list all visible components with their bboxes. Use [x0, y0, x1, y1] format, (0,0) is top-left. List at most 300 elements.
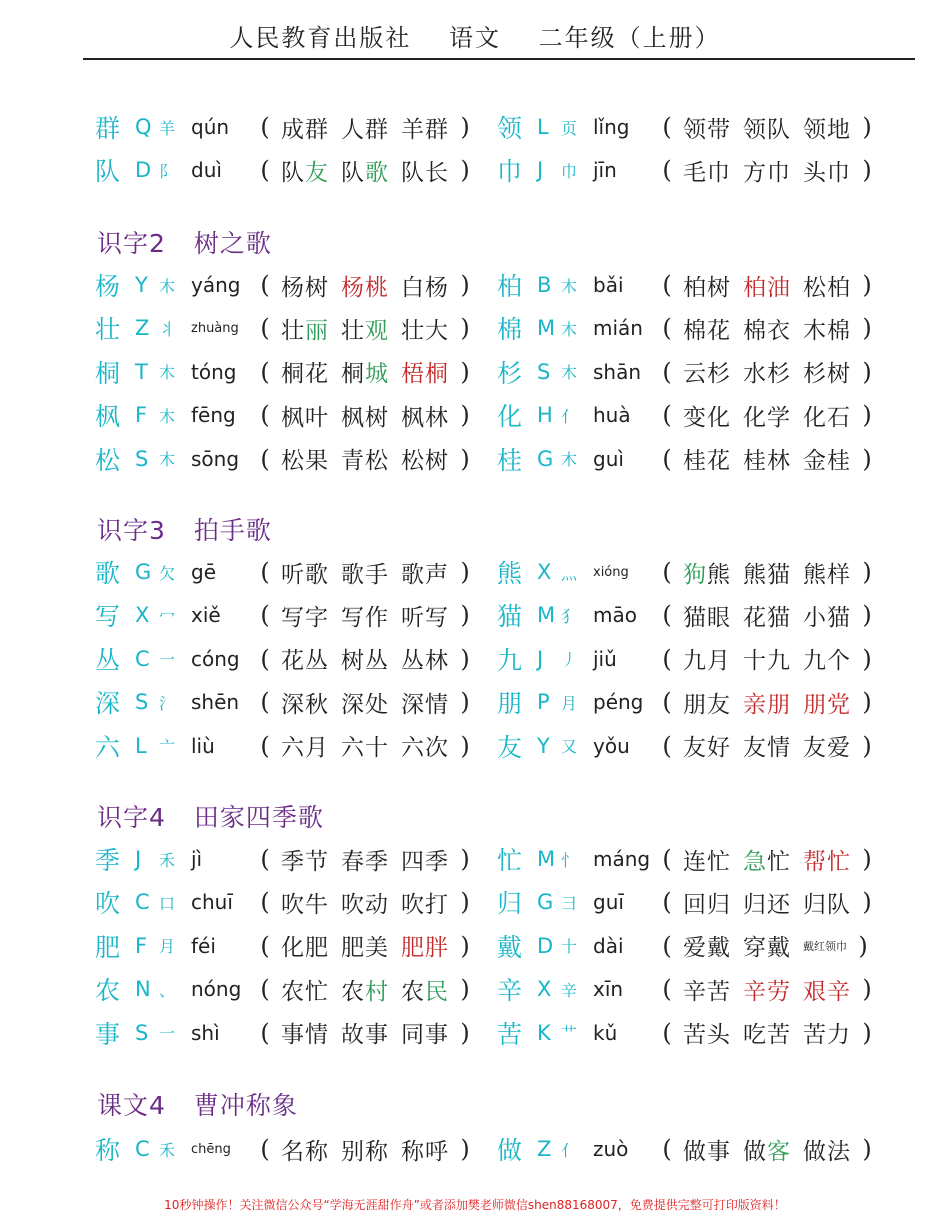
word-part: 四季	[401, 848, 449, 875]
word-part: 吹打	[401, 891, 449, 918]
close-paren: )	[862, 1018, 872, 1047]
close-paren: )	[460, 931, 470, 960]
word-part: 歌声	[401, 561, 449, 588]
open-paren: (	[260, 314, 270, 343]
word	[401, 312, 449, 345]
vocab-row	[0, 307, 950, 349]
word-part: 歌手	[341, 561, 389, 588]
word	[803, 111, 851, 144]
pinyin: shān	[593, 359, 642, 384]
word-part: 穿戴	[743, 935, 791, 962]
word	[743, 556, 791, 589]
word-part: 松树	[401, 448, 449, 475]
pinyin: cóng	[191, 646, 240, 671]
close-paren: )	[460, 1018, 470, 1047]
index-letter: D	[135, 158, 152, 182]
word	[281, 642, 329, 675]
pinyin: jiǔ	[593, 646, 617, 671]
word	[341, 556, 389, 589]
word-part: 化肥	[281, 935, 329, 962]
word	[281, 929, 329, 962]
word-part: 化石	[803, 404, 851, 431]
char-entry-left	[95, 551, 475, 593]
index-letter: S	[537, 359, 551, 384]
index-letter: H	[537, 403, 553, 428]
index-letter: L	[135, 733, 147, 758]
pinyin: chēng	[191, 1141, 231, 1157]
char-entry-right	[497, 106, 877, 148]
word	[281, 973, 329, 1006]
word-part: 方巾	[743, 159, 791, 186]
word-part: 杨树	[281, 274, 329, 301]
open-paren: (	[662, 601, 672, 630]
char-entry-left	[95, 351, 475, 393]
index-letter: T	[135, 359, 148, 384]
word	[401, 973, 449, 1006]
word-part: 毛巾	[683, 159, 731, 186]
word	[803, 312, 851, 345]
word-part: 领地	[803, 116, 851, 143]
word	[683, 154, 731, 187]
vocab-row	[0, 725, 950, 767]
radical: 氵	[159, 693, 176, 713]
character: 桐	[95, 358, 121, 388]
section-heading	[97, 1086, 298, 1122]
word	[803, 973, 851, 1006]
word	[401, 729, 449, 762]
vocab-row	[0, 925, 950, 967]
open-paren: (	[260, 644, 270, 673]
character: 戴	[497, 932, 523, 962]
close-paren: )	[460, 601, 470, 630]
char-entry-left	[95, 438, 475, 480]
word-part: 青松	[341, 448, 389, 475]
pinyin: guì	[593, 446, 624, 471]
radical: 欠	[159, 563, 176, 583]
index-letter: B	[537, 273, 552, 297]
char-entry-right	[497, 1012, 877, 1054]
word-part: 春季	[341, 848, 389, 875]
section-title: 拍手歌	[193, 516, 272, 545]
close-paren: )	[460, 314, 470, 343]
open-paren: (	[662, 1018, 672, 1047]
char-entry-left	[95, 394, 475, 436]
word	[281, 442, 329, 475]
open-paren: (	[260, 357, 270, 386]
word-part: 做事	[683, 1138, 731, 1165]
word	[281, 399, 329, 432]
pinyin: guī	[593, 890, 624, 915]
radical: 木	[561, 276, 578, 296]
word-part: 写作	[341, 604, 389, 631]
word	[341, 686, 389, 719]
word-part: 花丛	[281, 648, 329, 675]
char-entry-right	[497, 551, 877, 593]
char-entry-left	[95, 968, 475, 1010]
section-title: 树之歌	[193, 229, 272, 258]
char-entry-left	[95, 594, 475, 636]
word-part: 桂花	[683, 448, 731, 475]
vocab-row	[0, 551, 950, 593]
word-part: 农	[341, 978, 365, 1005]
close-paren: )	[858, 931, 868, 960]
word	[683, 312, 731, 345]
word-part: 柏树	[683, 274, 731, 301]
grade-label: 二年级（上册）	[538, 24, 721, 52]
radical: 禾	[159, 850, 176, 870]
word-part: 丛林	[401, 648, 449, 675]
char-entry-right	[497, 925, 873, 967]
open-paren: (	[662, 644, 672, 673]
word-part: 深处	[341, 691, 389, 718]
word-part: 做	[743, 1138, 767, 1165]
close-paren: )	[862, 845, 872, 873]
char-entry-left	[95, 881, 475, 923]
footer-notice: 10秒钟操作！关注微信公众号“学海无涯甜作舟”或者添加樊老师微信shen88168007，免费提供完整可打印版资料！	[164, 1198, 786, 1212]
radical: 木	[159, 363, 176, 383]
subject-label: 语文	[449, 24, 501, 52]
word-part: 枫叶	[281, 404, 329, 431]
index-letter: X	[537, 560, 552, 584]
word-part: 六次	[401, 735, 449, 762]
radical: 木	[561, 319, 578, 339]
word-part: 吹牛	[281, 891, 329, 918]
close-paren: )	[460, 357, 470, 386]
index-letter: S	[135, 1020, 149, 1045]
radical: 一	[159, 650, 176, 670]
open-paren: (	[260, 1135, 270, 1163]
char-entry-left	[95, 264, 475, 306]
word	[281, 154, 329, 187]
word	[341, 442, 389, 475]
word	[341, 154, 389, 187]
open-paren: (	[662, 688, 672, 717]
character: 壮	[95, 315, 121, 345]
radical: 忄	[561, 850, 578, 870]
character: 吹	[95, 889, 121, 919]
pinyin: liù	[191, 733, 215, 758]
word	[803, 886, 851, 919]
word	[281, 1133, 329, 1166]
char-entry-right	[497, 351, 877, 393]
radical: 巾	[561, 161, 578, 181]
word	[803, 556, 851, 589]
word	[803, 399, 851, 432]
close-paren: )	[460, 271, 470, 299]
radical: 犭	[561, 606, 578, 626]
word-part: 松果	[281, 448, 329, 475]
word	[401, 843, 449, 876]
open-paren: (	[260, 975, 270, 1004]
word-part: 民	[425, 978, 449, 1005]
word-part: 小猫	[803, 604, 851, 631]
close-paren: )	[460, 401, 470, 430]
pinyin: féi	[191, 933, 216, 958]
pinyin: zhuàng	[191, 320, 239, 336]
pinyin: xīn	[593, 977, 624, 1002]
word-part: 白杨	[401, 274, 449, 301]
radical: 羊	[159, 118, 176, 138]
character: 六	[95, 732, 121, 762]
word	[401, 442, 449, 475]
word-part: 熊	[707, 561, 731, 588]
index-letter: Z	[135, 316, 150, 341]
character: 巾	[497, 157, 523, 186]
open-paren: (	[260, 444, 270, 473]
word-part: 壮大	[401, 317, 449, 344]
pinyin: shēn	[191, 690, 240, 715]
word-part: 九月	[683, 648, 731, 675]
word-part: 云杉	[683, 361, 731, 388]
word	[401, 1133, 449, 1166]
open-paren: (	[260, 845, 270, 873]
vocab-row	[0, 438, 950, 480]
index-letter: G	[537, 446, 554, 471]
radical: 木	[561, 363, 578, 383]
index-letter: G	[537, 890, 554, 915]
character: 熊	[497, 559, 523, 588]
open-paren: (	[662, 888, 672, 917]
word-part: 朋友	[683, 691, 731, 718]
pinyin: huà	[593, 403, 631, 428]
radical: 、	[159, 980, 176, 1000]
index-letter: M	[537, 316, 556, 341]
word	[803, 355, 851, 388]
character: 歌	[95, 559, 121, 588]
word-part: 歌	[365, 159, 389, 186]
word	[743, 843, 791, 876]
radical: 木	[159, 406, 176, 426]
word-part: 做法	[803, 1138, 851, 1165]
word-part: 忙	[767, 848, 791, 875]
radical: 灬	[561, 563, 578, 583]
word	[803, 642, 851, 675]
index-letter: C	[135, 1137, 150, 1161]
radical: 辛	[561, 980, 578, 1000]
word	[281, 886, 329, 919]
open-paren: (	[662, 558, 672, 586]
index-letter: X	[537, 977, 552, 1002]
word	[401, 929, 449, 962]
close-paren: )	[862, 113, 872, 141]
open-paren: (	[662, 975, 672, 1004]
char-entry-right	[497, 968, 877, 1010]
word	[281, 599, 329, 632]
character: 九	[497, 645, 523, 675]
word	[683, 399, 731, 432]
character: 枫	[95, 402, 121, 432]
word	[683, 686, 731, 719]
word-part: 归队	[803, 891, 851, 918]
word	[401, 355, 449, 388]
word-part: 九个	[803, 648, 851, 675]
section-title: 曹冲称象	[193, 1091, 298, 1120]
word	[683, 599, 731, 632]
word-part: 棉花	[683, 317, 731, 344]
close-paren: )	[862, 271, 872, 299]
vocab-row	[0, 106, 950, 148]
section-number: 识字2	[97, 229, 166, 258]
word-part: 水杉	[743, 361, 791, 388]
open-paren: (	[662, 845, 672, 873]
word-part: 队	[341, 159, 365, 186]
word-part: 吹动	[341, 891, 389, 918]
word	[401, 269, 449, 302]
word-part: 花猫	[743, 604, 791, 631]
word-part: 棉衣	[743, 317, 791, 344]
radical: 阝	[159, 161, 176, 181]
word	[683, 886, 731, 919]
char-entry-right	[497, 394, 877, 436]
vocab-row	[0, 638, 950, 680]
pinyin: fēng	[191, 403, 236, 428]
char-entry-right	[497, 307, 877, 349]
word-part: 连忙	[683, 848, 731, 875]
word	[281, 1016, 329, 1049]
word-part: 辛苦	[683, 978, 731, 1005]
word-part: 戴红领巾	[803, 939, 847, 953]
word	[803, 938, 847, 954]
word-part: 苦力	[803, 1022, 851, 1049]
word	[281, 556, 329, 589]
word-part: 肥美	[341, 935, 389, 962]
section-number: 识字3	[97, 516, 166, 545]
word-part: 写字	[281, 604, 329, 631]
word	[683, 556, 731, 589]
char-entry-left	[95, 681, 475, 723]
word-part: 称呼	[401, 1138, 449, 1165]
index-letter: K	[537, 1020, 551, 1045]
vocab-row	[0, 1012, 950, 1054]
index-letter: S	[135, 446, 149, 471]
close-paren: )	[460, 975, 470, 1004]
word	[341, 599, 389, 632]
character: 队	[95, 157, 121, 186]
close-paren: )	[862, 731, 872, 760]
index-letter: S	[135, 690, 149, 715]
word-part: 帮忙	[803, 848, 851, 875]
word	[341, 973, 389, 1006]
pinyin: dài	[593, 933, 624, 958]
word-part: 深秋	[281, 691, 329, 718]
character: 农	[95, 976, 121, 1006]
open-paren: (	[662, 314, 672, 343]
close-paren: )	[862, 156, 872, 184]
pinyin: mián	[593, 316, 643, 341]
vocab-row	[0, 394, 950, 436]
word-part: 丽	[305, 317, 329, 344]
character: 化	[497, 402, 523, 432]
word	[803, 843, 851, 876]
word	[803, 729, 851, 762]
word-part: 人群	[341, 116, 389, 143]
close-paren: )	[460, 558, 470, 586]
word	[743, 312, 791, 345]
word	[743, 642, 791, 675]
word	[281, 269, 329, 302]
pinyin: jì	[191, 847, 203, 871]
close-paren: )	[460, 845, 470, 873]
radical: 彐	[561, 893, 578, 913]
word	[743, 399, 791, 432]
vocab-row	[0, 1128, 950, 1170]
character: 归	[497, 889, 523, 919]
section-heading	[97, 511, 272, 547]
word-part: 壮	[281, 317, 305, 344]
section-heading	[97, 798, 324, 834]
character: 杉	[497, 358, 523, 388]
pinyin: xiě	[191, 603, 221, 628]
word-part: 领带	[683, 116, 731, 143]
index-letter: M	[537, 603, 556, 628]
word-part: 变化	[683, 404, 731, 431]
word-part: 肥胖	[401, 935, 449, 962]
radical: 一	[159, 1024, 176, 1044]
word	[341, 729, 389, 762]
close-paren: )	[460, 888, 470, 917]
char-entry-right	[497, 149, 877, 191]
close-paren: )	[460, 731, 470, 760]
character: 松	[95, 445, 121, 475]
character: 事	[95, 1019, 121, 1049]
open-paren: (	[260, 1018, 270, 1047]
radical: 禾	[159, 1140, 176, 1160]
word	[281, 843, 329, 876]
close-paren: )	[862, 688, 872, 717]
word	[341, 269, 389, 302]
word-part: 熊样	[803, 561, 851, 588]
word	[683, 111, 731, 144]
word	[341, 1133, 389, 1166]
word-part: 回归	[683, 891, 731, 918]
word	[743, 973, 791, 1006]
char-entry-left	[95, 1012, 475, 1054]
word-part: 熊猫	[743, 561, 791, 588]
index-letter: F	[135, 933, 148, 958]
word-part: 季节	[281, 848, 329, 875]
word	[401, 556, 449, 589]
char-entry-left	[95, 638, 475, 680]
open-paren: (	[260, 931, 270, 960]
word	[341, 642, 389, 675]
char-entry-left	[95, 106, 475, 148]
index-letter: D	[537, 933, 554, 958]
word-part: 急	[743, 848, 767, 875]
character: 杨	[95, 272, 121, 301]
word-part: 友	[305, 159, 329, 186]
open-paren: (	[260, 558, 270, 586]
open-paren: (	[662, 271, 672, 299]
word-part: 爱戴	[683, 935, 731, 962]
word	[341, 111, 389, 144]
word-part: 壮	[341, 317, 365, 344]
word	[341, 1016, 389, 1049]
word-part: 队	[281, 159, 305, 186]
close-paren: )	[862, 558, 872, 586]
word-part: 听写	[401, 604, 449, 631]
char-entry-left	[95, 1128, 475, 1170]
word-part: 同事	[401, 1022, 449, 1049]
pinyin: yáng	[191, 273, 241, 297]
vocab-row	[0, 881, 950, 923]
word	[743, 355, 791, 388]
pinyin: jīn	[593, 158, 617, 182]
word	[683, 442, 731, 475]
word	[401, 886, 449, 919]
vocab-row	[0, 264, 950, 306]
close-paren: )	[460, 156, 470, 184]
index-letter: L	[537, 115, 549, 139]
